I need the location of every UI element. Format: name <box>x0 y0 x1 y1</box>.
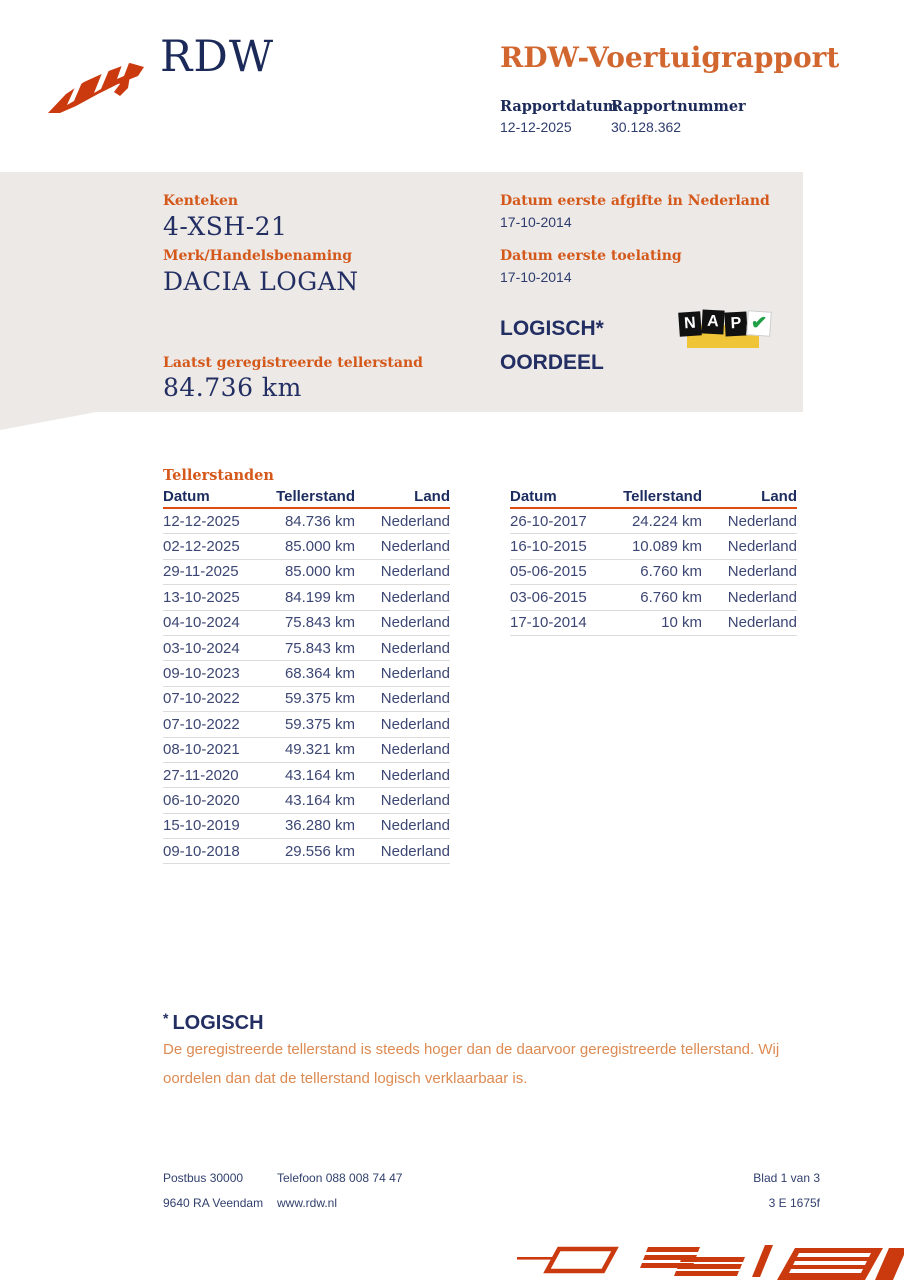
tellerstanden-table-right <box>510 488 797 636</box>
table-row <box>163 661 450 686</box>
cell-datum: 16-10-2015 <box>510 538 587 556</box>
table-row <box>163 788 450 813</box>
table-row <box>163 763 450 788</box>
col-tellerstand: Tellerstand <box>276 488 355 505</box>
cell-land: Nederland <box>380 766 450 784</box>
nap-letter-n: N <box>678 311 702 336</box>
footer-address-line1: Postbus 30000 <box>163 1171 244 1185</box>
col-datum: Datum <box>510 488 557 505</box>
rapportdatum-value: 12-12-2025 <box>500 119 572 135</box>
table-row <box>163 636 450 661</box>
footer-website: www.rdw.nl <box>277 1196 338 1210</box>
rapportdatum-label: Rapportdatum <box>500 98 619 115</box>
oordeel-line1: LOGISCH* <box>500 317 604 340</box>
verdict-asterisk: * <box>163 1010 169 1026</box>
cell-datum: 27-11-2020 <box>163 766 239 784</box>
cell-tellerstand: 75.843 km <box>284 639 355 657</box>
table-row <box>163 738 450 763</box>
rdw-logo-icon <box>46 56 146 114</box>
cell-tellerstand: 6.760 km <box>640 563 702 581</box>
tellerstanden-section-title: Tellerstanden <box>163 467 274 484</box>
toelating-value: 17-10-2014 <box>500 269 572 285</box>
table-row <box>510 611 797 636</box>
merk-label: Merk/Handelsbenaming <box>163 248 353 264</box>
cell-tellerstand: 59.375 km <box>284 715 355 733</box>
verdict-paragraph: De geregistreerde tellerstand is steeds hoger dan de daarvoor geregistreerde tellerstand. Wij oordelen dan dat de tellerstand logisch verklaarbaar is. <box>163 1041 780 1087</box>
footer-address-line2: 9640 RA Veendam <box>163 1196 264 1210</box>
cell-tellerstand: 84.199 km <box>284 588 355 606</box>
table-row <box>510 560 797 585</box>
cell-datum: 07-10-2022 <box>163 690 240 708</box>
toelating-label: Datum eerste toelating <box>500 248 682 264</box>
col-tellerstand: Tellerstand <box>623 488 702 505</box>
table-body <box>163 509 450 864</box>
footer-phone: Telefoon 088 008 74 47 <box>277 1171 403 1185</box>
cell-tellerstand: 10 km <box>661 614 702 632</box>
cell-tellerstand: 24.224 km <box>631 512 702 530</box>
cell-land: Nederland <box>380 538 450 556</box>
tellerstand-label: Laatst geregistreerde tellerstand <box>163 355 423 371</box>
cell-tellerstand: 43.164 km <box>284 766 355 784</box>
cell-land: Nederland <box>380 817 450 835</box>
cell-datum: 17-10-2014 <box>510 614 587 632</box>
cell-land: Nederland <box>380 563 450 581</box>
cell-datum: 03-06-2015 <box>510 588 587 606</box>
brand-wordmark: RDW <box>160 32 275 82</box>
cell-tellerstand: 10.089 km <box>631 538 702 556</box>
table-row <box>163 611 450 636</box>
cell-datum: 09-10-2018 <box>163 842 240 860</box>
cell-datum: 07-10-2022 <box>163 715 240 733</box>
cell-datum: 09-10-2023 <box>163 665 240 683</box>
cell-tellerstand: 29.556 km <box>284 842 355 860</box>
footer-form-code: 3 E 1675f <box>768 1196 820 1210</box>
cell-datum: 02-12-2025 <box>163 538 240 556</box>
cell-land: Nederland <box>727 512 797 530</box>
cell-tellerstand: 59.375 km <box>284 690 355 708</box>
rdw-speed-stripes-icon <box>515 1243 904 1280</box>
cell-datum: 29-11-2025 <box>163 563 239 581</box>
cell-datum: 13-10-2025 <box>163 588 240 606</box>
afgifte-label: Datum eerste afgifte in Nederland <box>500 193 770 209</box>
col-land: Land <box>414 488 450 505</box>
nap-check-icon: ✔ <box>746 310 772 337</box>
cell-tellerstand: 43.164 km <box>284 791 355 809</box>
table-row <box>163 560 450 585</box>
cell-land: Nederland <box>380 741 450 759</box>
table-row <box>163 534 450 559</box>
cell-land: Nederland <box>380 690 450 708</box>
cell-datum: 05-06-2015 <box>510 563 587 581</box>
nap-logo <box>677 310 768 354</box>
tellerstand-value: 84.736 km <box>163 373 302 402</box>
vehicle-summary-band <box>0 172 803 430</box>
cell-tellerstand: 85.000 km <box>284 563 355 581</box>
cell-tellerstand: 84.736 km <box>284 512 355 530</box>
table-row <box>510 509 797 534</box>
cell-land: Nederland <box>380 639 450 657</box>
footer-page-number: Blad 1 van 3 <box>753 1171 820 1185</box>
table-body <box>510 509 797 636</box>
nap-letter-a: A <box>701 309 724 334</box>
col-datum: Datum <box>163 488 210 505</box>
cell-tellerstand: 36.280 km <box>284 817 355 835</box>
table-row <box>510 534 797 559</box>
cell-datum: 26-10-2017 <box>510 512 587 530</box>
cell-datum: 03-10-2024 <box>163 639 240 657</box>
cell-datum: 15-10-2019 <box>163 817 240 835</box>
cell-land: Nederland <box>727 538 797 556</box>
cell-datum: 08-10-2021 <box>163 741 240 759</box>
page-title: RDW-Voertuigrapport <box>500 41 840 74</box>
col-land: Land <box>761 488 797 505</box>
table-row <box>163 712 450 737</box>
merk-value: DACIA LOGAN <box>163 267 359 296</box>
table-row <box>163 839 450 864</box>
cell-land: Nederland <box>380 791 450 809</box>
kenteken-label: Kenteken <box>163 193 239 209</box>
cell-datum: 12-12-2025 <box>163 512 240 530</box>
table-row <box>163 585 450 610</box>
cell-land: Nederland <box>727 614 797 632</box>
cell-land: Nederland <box>380 512 450 530</box>
cell-land: Nederland <box>380 842 450 860</box>
cell-land: Nederland <box>727 563 797 581</box>
cell-tellerstand: 75.843 km <box>284 614 355 632</box>
cell-land: Nederland <box>380 588 450 606</box>
cell-datum: 06-10-2020 <box>163 791 240 809</box>
kenteken-value: 4-XSH-21 <box>163 212 288 241</box>
cell-land: Nederland <box>380 715 450 733</box>
table-row <box>163 814 450 839</box>
cell-tellerstand: 68.364 km <box>284 665 355 683</box>
afgifte-value: 17-10-2014 <box>500 214 572 230</box>
table-row <box>510 585 797 610</box>
cell-land: Nederland <box>380 614 450 632</box>
oordeel-text <box>500 312 604 380</box>
rapportnummer-label: Rapportnummer <box>611 98 746 115</box>
table-row <box>163 687 450 712</box>
cell-tellerstand: 49.321 km <box>284 741 355 759</box>
table-row <box>163 509 450 534</box>
cell-land: Nederland <box>380 665 450 683</box>
tellerstanden-table-left <box>163 488 450 864</box>
verdict-heading <box>163 1010 264 1035</box>
table-header <box>510 488 797 509</box>
oordeel-line2: OORDEEL <box>500 351 604 374</box>
cell-datum: 04-10-2024 <box>163 614 240 632</box>
cell-land: Nederland <box>727 588 797 606</box>
rapportnummer-value: 30.128.362 <box>611 119 682 135</box>
table-header <box>163 488 450 509</box>
verdict-heading-text: LOGISCH <box>172 1012 264 1034</box>
cell-tellerstand: 6.760 km <box>640 588 702 606</box>
cell-tellerstand: 85.000 km <box>284 538 355 556</box>
nap-letter-p: P <box>724 311 747 336</box>
